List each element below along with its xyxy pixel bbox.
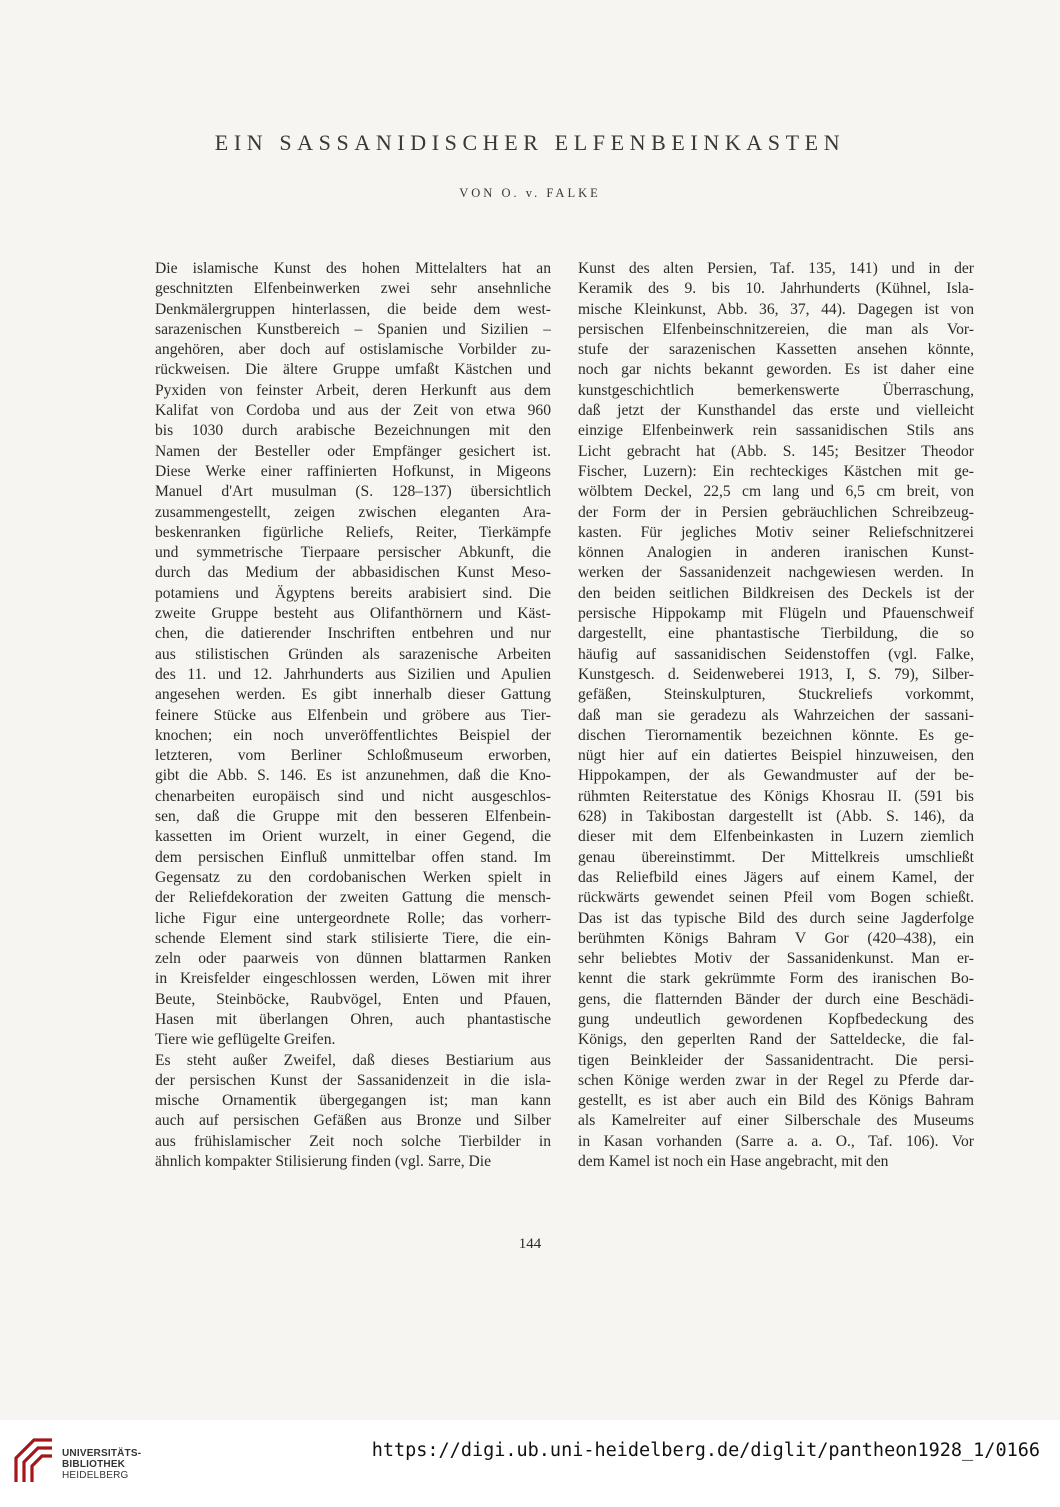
text-line: kasten. Für jegliches Motiv seiner Reliefschnitzerei xyxy=(578,523,974,541)
text-line: können Analogien in anderen iranischen Kunst- xyxy=(578,544,974,562)
source-url-link[interactable]: https://digi.ub.uni-heidelberg.de/diglit/pantheon1928_1/0166 xyxy=(371,1440,1040,1461)
text-line: zeln oder paarweis von dünnen blattarmen Ranken xyxy=(155,950,551,968)
text-line: Fischer, Luzern): Ein rechteckiges Kästchen mit ge- xyxy=(578,462,974,480)
text-line: rückweisen. Die ältere Gruppe umfaßt Kästchen und xyxy=(155,361,551,379)
text-line: dem persischen Einfluß unmittelbar offen stand. Im xyxy=(155,848,551,866)
library-logo-icon xyxy=(12,1436,56,1486)
text-line: gibt die Abb. S. 146. Es ist anzunehmen, daß die Kno- xyxy=(155,767,551,785)
text-line: geschnitzten Elfenbeinwerken zwei sehr ansehnliche xyxy=(155,280,551,298)
text-line: der Form der in Persien gebräuchlichen Schreibzeug- xyxy=(578,503,974,521)
text-line: schen Könige werden zwar in der Regel zu Pferde dar- xyxy=(578,1071,974,1089)
text-line: der Reliefdekoration der zweiten Gattung die mensch- xyxy=(155,889,551,907)
text-line: durch das Medium der abbasidischen Kunst Meso- xyxy=(155,564,551,582)
page-number: 144 xyxy=(518,1236,542,1252)
text-line: dem Kamel ist noch ein Hase angebracht, mit den xyxy=(578,1153,889,1171)
text-line: berühmten Königs Bahram V Gor (420–438), ein xyxy=(578,929,974,947)
text-line: wölbtem Deckel, 22,5 cm lang und 6,5 cm breit, von xyxy=(578,483,974,501)
text-line: aus frühislamischer Zeit noch solche Tierbilder in xyxy=(155,1132,551,1150)
text-line: gung undeutlich gewordenen Kopfbedeckung des xyxy=(578,1010,974,1028)
text-line: mische Kleinkunst, Abb. 36, 37, 44). Dagegen ist von xyxy=(578,300,974,318)
text-line: der persischen Kunst der Sassanidenzeit in die isla- xyxy=(155,1071,551,1089)
text-line: sehr beliebtes Motiv der Sassanidenkunst. Man er- xyxy=(578,950,974,968)
article-byline: VON O. v. FALKE xyxy=(459,186,601,200)
text-line: ähnlich kompakter Stilisierung finden (vgl. Sarre, Die xyxy=(155,1153,492,1171)
text-line: auch auf persischen Gefäßen aus Bronze und Silber xyxy=(155,1112,551,1130)
text-line: potamiens und Ägyptens bereits arabisiert sind. Die xyxy=(155,584,551,602)
text-line: und symmetrische Tierpaare persischer Abkunft, die xyxy=(155,544,551,562)
text-line: Diese Werke einer raffinierten Hofkunst, in Migeons xyxy=(155,462,551,480)
text-line: Das ist das typische Bild des durch seine Jagderfolge xyxy=(578,909,974,927)
text-line: häufig auf sassanidischen Seidenstoffen (vgl. Falke, xyxy=(578,645,974,663)
text-line: genau übereinstimmt. Der Mittelkreis umschließt xyxy=(578,848,974,866)
text-line: in Kreisfelder eingeschlossen werden, Löwen mit ihrer xyxy=(155,970,551,988)
text-line: beskenranken figürliche Reliefs, Reiter, Tierkämpfe xyxy=(155,523,551,541)
footer-bar xyxy=(0,1420,1060,1507)
text-line: Es steht außer Zweifel, daß dieses Bestiarium aus xyxy=(155,1051,551,1069)
text-line: persischen Elfenbeinschnitzereien, die man als Vor- xyxy=(578,320,974,338)
text-line: Keramik des 9. bis 10. Jahrhunderts (Kühnel, Isla- xyxy=(578,280,974,298)
text-line: chen, die datierender Inschriften entbehren und nur xyxy=(155,625,551,643)
text-line: knochen; ein noch unveröffentlichtes Beispiel der xyxy=(155,726,551,744)
text-line: einzige Elfenbeinwerk rein sassanidischen Stils ans xyxy=(578,422,974,440)
text-line: gestellt, es ist aber auch ein Bild des Königs Bahram xyxy=(578,1092,974,1110)
text-line: dischen Tierornamentik bezeichnen könnte. Es ge- xyxy=(578,726,974,744)
text-line: den beiden seitlichen Bildkreisen des Deckels ist der xyxy=(578,584,974,602)
text-line: werken der Sassanidenzeit nachgewiesen werden. In xyxy=(578,564,974,582)
text-line: persische Hippokamp mit Flügeln und Pfauenschweif xyxy=(578,605,974,623)
text-line: des 11. und 12. Jahrhunderts aus Sizilien und Apulien xyxy=(155,665,551,683)
text-line: Kunst des alten Persien, Taf. 135, 141) und in der xyxy=(578,260,974,277)
right-text-column xyxy=(578,259,974,1172)
text-line: gens, die flatternden Bänder der durch eine Beschädi- xyxy=(578,990,974,1008)
article-title: EIN SASSANIDISCHER ELFENBEINKASTEN xyxy=(214,130,846,155)
text-line: tigen Beinkleider der Sassanidentracht. Die persi- xyxy=(578,1051,974,1069)
text-line: kassetten im Orient wurzelt, in einer Gegend, die xyxy=(155,828,551,846)
text-line: nügt hier auf ein datiertes Beispiel hinzuweisen, den xyxy=(578,747,974,765)
text-line: sen, daß die Gruppe mit den besseren Elfenbein- xyxy=(155,808,551,826)
text-line: Denkmälergruppen hinterlassen, die beide dem west- xyxy=(155,300,551,318)
left-text-column xyxy=(155,259,551,1172)
text-line: dargestellt, eine phantastische Tierbildung, die so xyxy=(578,625,974,643)
text-line: Tiere wie geflügelte Greifen. xyxy=(155,1031,336,1049)
text-line: in Kasan vorhanden (Sarre a. a. O., Taf. 106). Vor xyxy=(578,1132,974,1150)
text-line: angehören, aber doch auf ostislamische Vorbilder zu- xyxy=(155,341,551,359)
text-line: dieser mit dem Elfenbeinkasten in Luzern ziemlich xyxy=(578,828,974,846)
text-line: feinere Stücke aus Elfenbein und gröbere aus Tier- xyxy=(155,706,551,724)
text-line: Kalifat von Cordoba und aus der Zeit von etwa 960 xyxy=(155,402,551,420)
text-line: aus stilistischen Gründen als sarazenische Arbeiten xyxy=(155,645,551,663)
text-line: Hippokampen, der als Gewandmuster auf der be- xyxy=(578,767,974,785)
text-line: stufe der sarazenischen Kassetten ansehen könnte, xyxy=(578,341,974,359)
text-line: bis 1030 durch arabische Bezeichnungen mit den xyxy=(155,422,551,440)
text-line: Die islamische Kunst des hohen Mittelalters hat an xyxy=(155,260,551,277)
text-line: angesehen werden. Es gibt innerhalb dieser Gattung xyxy=(155,686,551,704)
text-line: kennt die stark gekrümmte Form des iranischen Bo- xyxy=(578,970,974,988)
text-line: kunstgeschichtlich bemerkenswerte Überraschung, xyxy=(578,381,974,399)
text-line: liche Figur eine untergeordnete Rolle; das vorherr- xyxy=(155,909,551,927)
text-line: Namen der Besteller oder Empfänger gesichert ist. xyxy=(155,442,551,460)
text-line: rühmten Reiterstatue des Königs Khosrau II. (591 bis xyxy=(578,787,974,805)
text-line: 628) in Takibostan dargestellt ist (Abb. S. 146), da xyxy=(578,808,974,826)
text-line: gefäßen, Steinskulpturen, Stuckreliefs vorkommt, xyxy=(578,686,974,704)
text-line: Licht gebracht hat (Abb. S. 145; Besitzer Theodor xyxy=(578,442,974,460)
text-line: Pyxiden von feinster Arbeit, deren Herkunft aus dem xyxy=(155,381,551,399)
library-name-line1: UNIVERSITÄTS- xyxy=(62,1448,142,1459)
text-line: noch gar nichts bekannt geworden. Es ist daher eine xyxy=(578,361,974,379)
text-line: daß jetzt der Kunsthandel das erste und vielleicht xyxy=(578,402,974,420)
text-line: zweite Gruppe besteht aus Olifanthörnern und Käst- xyxy=(155,605,551,623)
text-line: zusammengestellt, zeigen zwischen eleganten Ara- xyxy=(155,503,551,521)
text-line: rückwärts gewendet seinen Pfeil vom Bogen schießt. xyxy=(578,889,974,907)
text-line: Manuel d'Art musulman (S. 128–137) übersichtlich xyxy=(155,483,551,501)
library-name-line3: HEIDELBERG xyxy=(62,1470,129,1481)
text-line: chenarbeiten europäisch sind und nicht ausgeschlos- xyxy=(155,787,551,805)
library-name-line2: BIBLIOTHEK xyxy=(62,1459,126,1470)
text-line: als Kamelreiter auf einer Silberschale des Museums xyxy=(578,1112,974,1130)
text-line: das Reliefbild eines Jägers auf einem Kamel, der xyxy=(578,868,974,886)
text-line: sarazenischen Kunstbereich – Spanien und Sizilien – xyxy=(155,320,551,338)
text-line: Kunstgesch. d. Seidenweberei 1913, I, S. 79), Silber- xyxy=(578,665,974,683)
text-line: daß man sie geradezu als Wahrzeichen der sassani- xyxy=(578,706,974,724)
text-line: letzteren, vom Berliner Schloßmuseum erworben, xyxy=(155,747,551,765)
text-line: Hasen mit überlangen Ohren, auch phantastische xyxy=(155,1010,551,1028)
text-line: schende Element sind stark stilisierte Tiere, die ein- xyxy=(155,929,551,947)
library-name xyxy=(62,1448,141,1481)
text-line: Beute, Steinböcke, Raubvögel, Enten und Pfauen, xyxy=(155,990,551,1008)
text-line: Königs, den geperlten Rand der Satteldecke, die fal- xyxy=(578,1031,974,1049)
text-line: mische Ornamentik übergegangen ist; man kann xyxy=(155,1092,551,1110)
text-line: Gegensatz zu den cordobanischen Werken spielt in xyxy=(155,868,551,886)
